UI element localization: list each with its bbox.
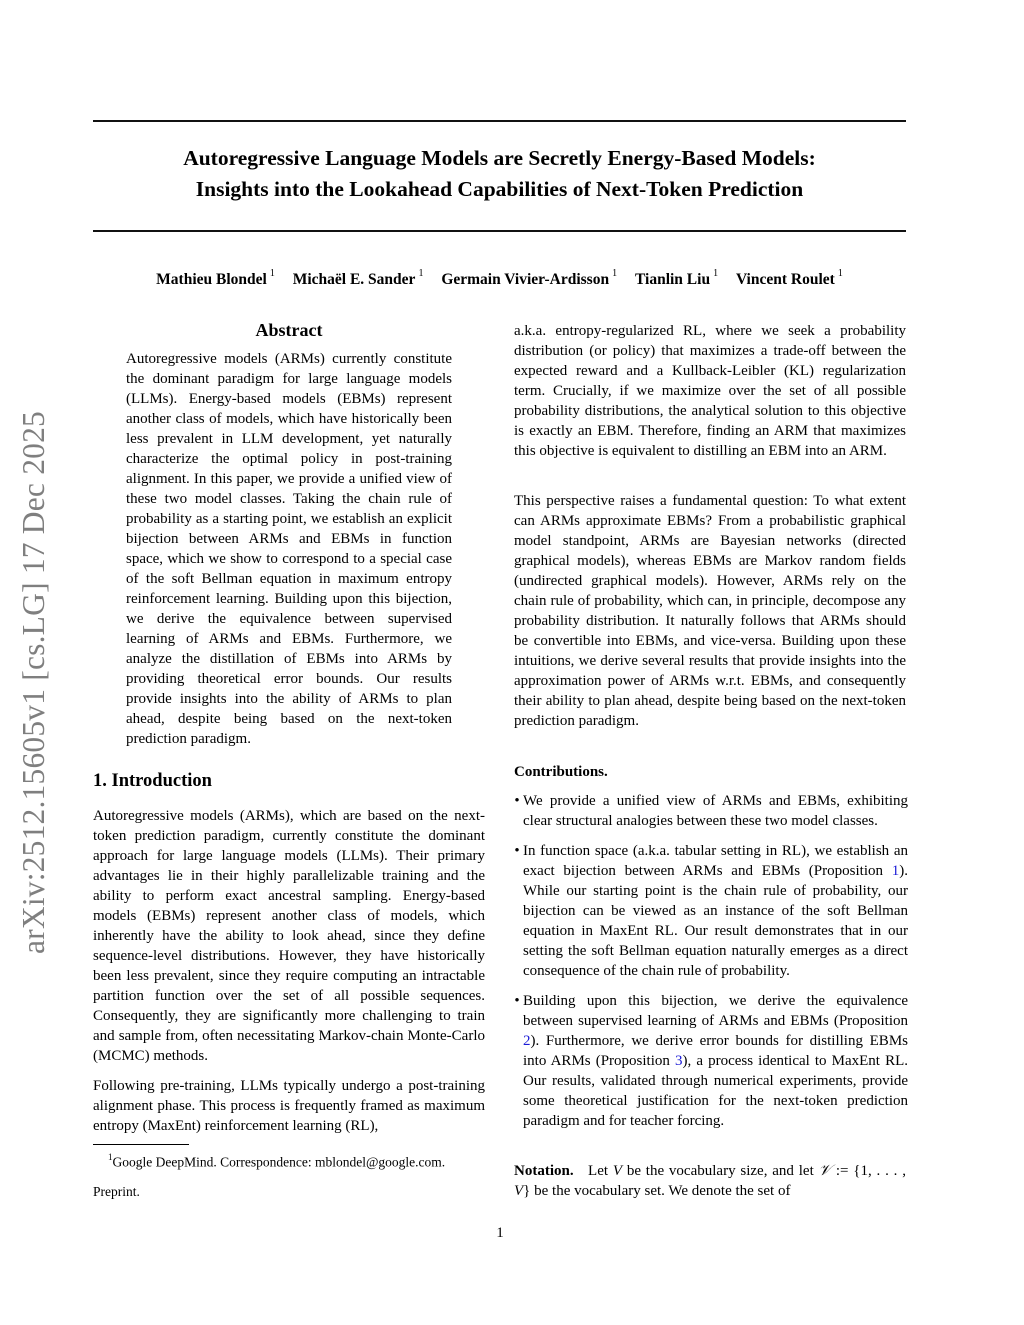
author-affiliation-mark: 1 [612, 268, 618, 279]
abstract-text: Autoregressive models (ARMs) currently constitute the dominant paradigm for large language models (LLMs). Energy-based models (EBMs) represent another class of models, which have historically been less prevalent in LLM development, yet naturally characterize the optimal policy in post-training alignment. In this paper, we provide a unified view of these two model classes. Taking the chain rule of probability as a starting point, we establish an explicit bijection between ARMs and EBMs in function space, which we show to correspond to a special case of the soft Bellman equation in maximum entropy reinforcement learning. Building upon this bijection, we derive the equivalence between supervised learning of ARMs and EBMs. Furthermore, we analyze the distillation of EBMs into ARMs by providing theoretical error bounds. Our results provide insights into the ability of ARMs to plan ahead, despite being based on the next-token prediction paradigm. [126, 351, 452, 747]
notation-heading: Notation. [514, 1163, 574, 1179]
math-set-symbol: 𝒱 [818, 1163, 832, 1179]
title-line-2: Insights into the Lookahead Capabilities of Next-Token Prediction [195, 177, 804, 201]
author-affiliation-mark: 1 [837, 268, 843, 279]
proposition-link[interactable]: 1 [891, 863, 900, 879]
contribution-text-part: Building upon this bijection, we derive the equivalence between supervised learning of ARMs and EBMs (Proposition [523, 993, 908, 1029]
contribution-text-part: ). Furthermore, we derive error bounds for distilling EBMs into ARMs (Proposition [523, 1033, 908, 1069]
author-affiliation-mark: 1 [269, 268, 275, 279]
notation-text-part: := {1, . . . , [831, 1163, 906, 1179]
author-list [93, 265, 906, 291]
right-paragraph-1: a.k.a. entropy-regularized RL, where we seek a probability distribution (or policy) that maximizes a trade-off between the expected reward and a Kullback-Leibler (KL) regularization term. Crucially, if we maximize over the set of all possible probability distributions, the analytical solution to this objective is exactly an EBM. Therefore, finding an ARM that maximizes this objective is equivalent to distilling an EBM into an ARM. [514, 323, 906, 459]
contribution-text-part: In function space (a.k.a. tabular setting in RL), we establish an exact bijection between ARMs and EBMs (Proposition [523, 843, 908, 879]
footnote-text: Google DeepMind. Correspondence: mblondel@google.com. [112, 1154, 446, 1170]
contributions-heading: Contributions. [514, 764, 608, 780]
title-line-1: Autoregressive Language Models are Secretly Energy-Based Models: [183, 146, 816, 170]
bullet-icon: • [514, 843, 520, 859]
bullet-icon: • [514, 793, 520, 809]
abstract-heading: Abstract [255, 320, 323, 340]
contribution-text-part: ). While our starting point is the chain rule of probability, our bijection can be viewed as an instance of the soft Bellman equation in MaxEnt RL. Our result demonstrates that in our setting the soft Bellman equation naturally emerges as a direct consequence of the chain rule of probability. [523, 863, 908, 979]
title-top-rule [93, 120, 906, 122]
introduction-heading: 1. Introduction [93, 771, 212, 791]
author [736, 265, 843, 291]
math-variable: V [612, 1163, 623, 1179]
notation-text-part: Let [588, 1163, 613, 1179]
introduction-paragraph-2: Following pre-training, LLMs typically undergo a post-training alignment phase. This process is frequently framed as maximum entropy (MaxEnt) reinforcement learning (RL), [93, 1078, 485, 1134]
arxiv-stamp: arXiv:2512.15605v1 [cs.LG] 17 Dec 2025 [16, 411, 51, 954]
notation-text-part: be the vocabulary size, and let [622, 1163, 819, 1179]
paper-title [93, 143, 906, 205]
contribution-text [523, 991, 908, 1131]
contribution-text [523, 841, 908, 981]
author [156, 265, 275, 291]
footnote-mark: 1 [108, 1152, 113, 1162]
author-name: Michaël E. Sander [292, 271, 416, 289]
footnote [108, 1149, 488, 1172]
author-name: Tianlin Liu [634, 271, 711, 289]
author [441, 265, 617, 291]
author-name: Vincent Roulet [735, 271, 835, 289]
preprint-label: Preprint. [93, 1184, 140, 1199]
author-name: Mathieu Blondel [156, 271, 267, 289]
footnote-rule [93, 1144, 189, 1145]
proposition-link[interactable]: 3 [674, 1053, 683, 1069]
author [635, 265, 718, 291]
title-bottom-rule [93, 230, 906, 232]
author-affiliation-mark: 1 [713, 268, 719, 279]
introduction-paragraph-1: Autoregressive models (ARMs), which are based on the next-token prediction paradigm, currently constitute the dominant approach for large language models (LLMs). Their primary advantages lie in their highly parallelizable training and the ability to perform exact ancestral sampling. Energy-based models (EBMs) represent another class of models, which inherently have the ability to look ahead, since they define sequence-level distributions. However, they have historically been less prevalent, since they require computing an intractable partition function over the set of all possible sequences. Consequently, they are significantly more challenging to train and sample from, often necessitating Markov-chain Monte-Carlo (MCMC) methods. [93, 808, 485, 1064]
contribution-text: We provide a unified view of ARMs and EBMs, exhibiting clear structural analogies between these two model classes. [523, 793, 908, 829]
notation-text-part: } be the vocabulary set. We denote the set of [523, 1183, 791, 1199]
author [293, 265, 424, 291]
proposition-link[interactable]: 2 [523, 1033, 531, 1049]
author-name: Germain Vivier-Ardisson [441, 271, 610, 289]
author-affiliation-mark: 1 [418, 268, 424, 279]
math-variable: V [514, 1183, 524, 1199]
notation-paragraph [514, 1161, 906, 1201]
right-paragraph-2: This perspective raises a fundamental question: To what extent can ARMs approximate EBMs? From a probabilistic graphical model standpoint, ARMs are Bayesian networks (directed graphical models), whereas EBMs are Markov random fields (undirected graphical models). However, ARMs rely on the chain rule of probability, which can, in principle, decompose any probability distribution. It naturally follows that ARMs should be convertible into EBMs, and vice-versa. Building upon these intuitions, we derive several results that provide insights into the approximation power of ARMs w.r.t. EBMs, and consequently their ability to plan ahead, despite being based on the next-token prediction paradigm. [514, 493, 906, 729]
contribution-text-part: ), a process identical to MaxEnt RL. Our results, validated through numerical experiments, provide some theoretical justification for the next-token prediction paradigm and for teacher forcing. [523, 1053, 908, 1129]
bullet-icon: • [514, 993, 520, 1009]
page-number: 1 [496, 1225, 504, 1241]
